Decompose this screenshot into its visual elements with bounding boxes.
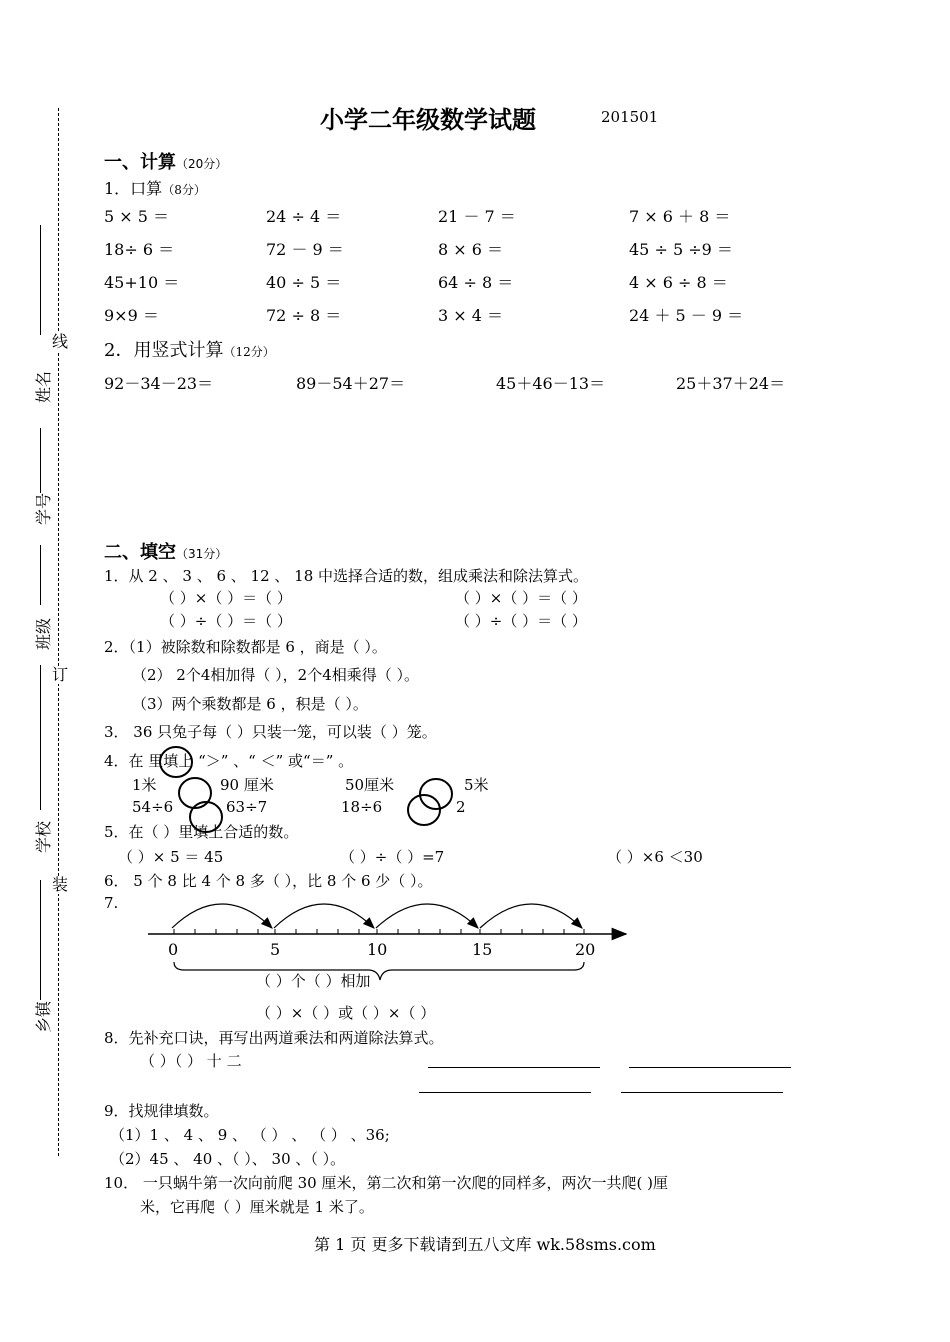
tick-label-5: 5 [270,940,281,959]
page-title: 小学二年级数学试题 [320,106,536,134]
oral-r3c1: 72 ÷ 8 ＝ [266,306,342,325]
q8-answer-line-3 [419,1092,591,1093]
q2-label-text: 2．用竖式计算 [104,340,224,361]
oral-r2c0: 45+10 ＝ [104,273,180,292]
vertical-2: 45＋46－13＝ [496,374,606,393]
q8-answer-line-2 [629,1067,791,1068]
section1-score: （20分） [176,157,228,171]
q4-item-4: 54÷6 [132,798,174,816]
binding-order-char: 订 [51,665,68,684]
field-student-id: 学号 [34,493,53,526]
s2-q9b: （2）45 、 40 、（ ）、 30 、（ ）。 [110,1150,346,1168]
oral-r1c1: 72 － 9 ＝ [266,240,344,259]
curly-brace [174,962,584,980]
q4-item-3: 5米 [464,776,489,794]
tick-label-0: 0 [168,940,179,959]
q2-score: （12分） [223,345,275,359]
s2-q2b: （2） 2个4相加得（ ），2个4相乘得（ ）。 [132,666,420,684]
field-town: 乡镇 [34,1001,53,1034]
s2-q9: 9．找规律填数。 [104,1102,219,1120]
s2-q8: 8．先补充口诀，再写出两道乘法和两道除法算式。 [104,1029,444,1047]
oral-r1c3: 45 ÷ 5 ÷9 ＝ [629,240,733,259]
s2-q4: 4．在 里填上 “＞” 、“ ＜” 或“＝” 。 [104,752,354,770]
q4-item-0: 1米 [132,776,157,794]
section2-heading-text: 二、填空 [104,542,176,563]
q5-item-1: （ ）÷（ ）=7 [340,848,445,866]
oral-r1c2: 8 × 6 ＝ [438,240,504,259]
s2-q1-row1-left: （ ）÷（ ）＝（ ） [160,612,292,630]
q1-label-text: 1．口算 [104,179,163,198]
binding-bind-char: 装 [51,875,68,894]
oral-r0c0: 5 × 5 ＝ [104,207,170,226]
q4-item-6: 18÷6 [341,798,383,816]
s2-q1-row0-right: （ ）×（ ）＝（ ） [455,589,587,607]
q4-item-5: 63÷7 [226,798,268,816]
jump-arc-1 [172,904,272,928]
s2-q7: 7. [104,894,119,912]
oral-r0c2: 21 － 7 ＝ [438,207,516,226]
title-code: 201501 [601,108,659,126]
jump-arc-4 [480,904,582,928]
s2-q3: 3． 36 只兔子每（ ）只装一笼，可以装（ ）笼。 [104,723,437,741]
vertical-3: 25＋37＋24＝ [676,374,786,393]
section1-heading-text: 一、计算 [104,152,176,173]
oral-r3c2: 3 × 4 ＝ [438,306,504,325]
s2-q1: 1．从 2 、 3 、 6 、 12 、 18 中选择合适的数，组成乘法和除法算式。 [104,567,589,585]
q8-answer-line-1 [428,1067,600,1068]
oral-r0c3: 7 × 6 ＋ 8 ＝ [629,207,731,226]
tick-label-20: 20 [575,940,596,959]
s2-q2c: （3）两个乘数都是 6 ，积是（ ）。 [132,695,368,713]
vertical-0: 92－34－23＝ [104,374,214,393]
oral-r2c2: 64 ÷ 8 ＝ [438,273,514,292]
s2-q10b: 米，它再爬（ ）厘米就是 1 米了。 [140,1198,374,1216]
s2-q9a: （1）1 、 4 、 9 、 （ ） 、 （ ） 、36; [110,1126,390,1144]
s2-q1-row0-left: （ ）×（ ）＝（ ） [160,589,292,607]
page-footer: 第 1 页 更多下载请到五八文库 wk.58sms.com [314,1235,656,1254]
s2-q1-row1-right: （ ）÷（ ）＝（ ） [455,612,587,630]
q8-koujue: （ ）（ ） 十 二 [140,1052,242,1070]
s2-q5: 5．在（ ）里填上合适的数。 [104,823,299,841]
section2-score: （31分） [176,547,228,561]
q7-line1: （ ）个（ ）相加 [256,972,371,990]
vertical-1: 89－54＋27＝ [296,374,406,393]
q8-answer-line-4 [621,1092,783,1093]
oral-r3c3: 24 ＋ 5 － 9 ＝ [629,306,744,325]
binding-line-char: 线 [51,332,68,351]
q1-score: （8分） [162,183,206,197]
s2-q6: 6． 5 个 8 比 4 个 8 多（ ），比 8 个 6 少（ ）。 [104,872,433,890]
q4-item-7: 2 [456,798,466,816]
q4-item-1: 90 厘米 [220,776,274,794]
field-class: 班级 [34,618,53,651]
oral-r0c1: 24 ÷ 4 ＝ [266,207,342,226]
oral-r1c0: 18÷ 6 ＝ [104,240,175,259]
q7-line2: （ ）×（ ）或（ ）×（ ） [256,1004,436,1022]
s2-q2a: 2．（1）被除数和除数都是 6 ，商是（ ）。 [104,638,387,656]
tick-label-15: 15 [472,940,493,959]
field-school: 学校 [34,821,53,854]
oral-r2c1: 40 ÷ 5 ＝ [266,273,342,292]
q5-item-0: （ ）× 5 ＝ 45 [118,848,224,866]
oral-r3c0: 9×9 ＝ [104,306,159,325]
jump-arc-3 [376,904,478,928]
oral-r2c3: 4 × 6 ÷ 8 ＝ [629,273,728,292]
q4-item-2: 50厘米 [345,776,395,794]
jump-arc-2 [274,904,374,928]
q5-item-2: （ ）×6 ＜30 [607,848,703,866]
s2-q10a: 10． 一只蜗牛第一次向前爬 30 厘米，第二次和第一次爬的同样多，两次一共爬( )厘 [104,1174,668,1192]
field-name: 姓名 [34,371,53,404]
tick-label-10: 10 [367,940,388,959]
